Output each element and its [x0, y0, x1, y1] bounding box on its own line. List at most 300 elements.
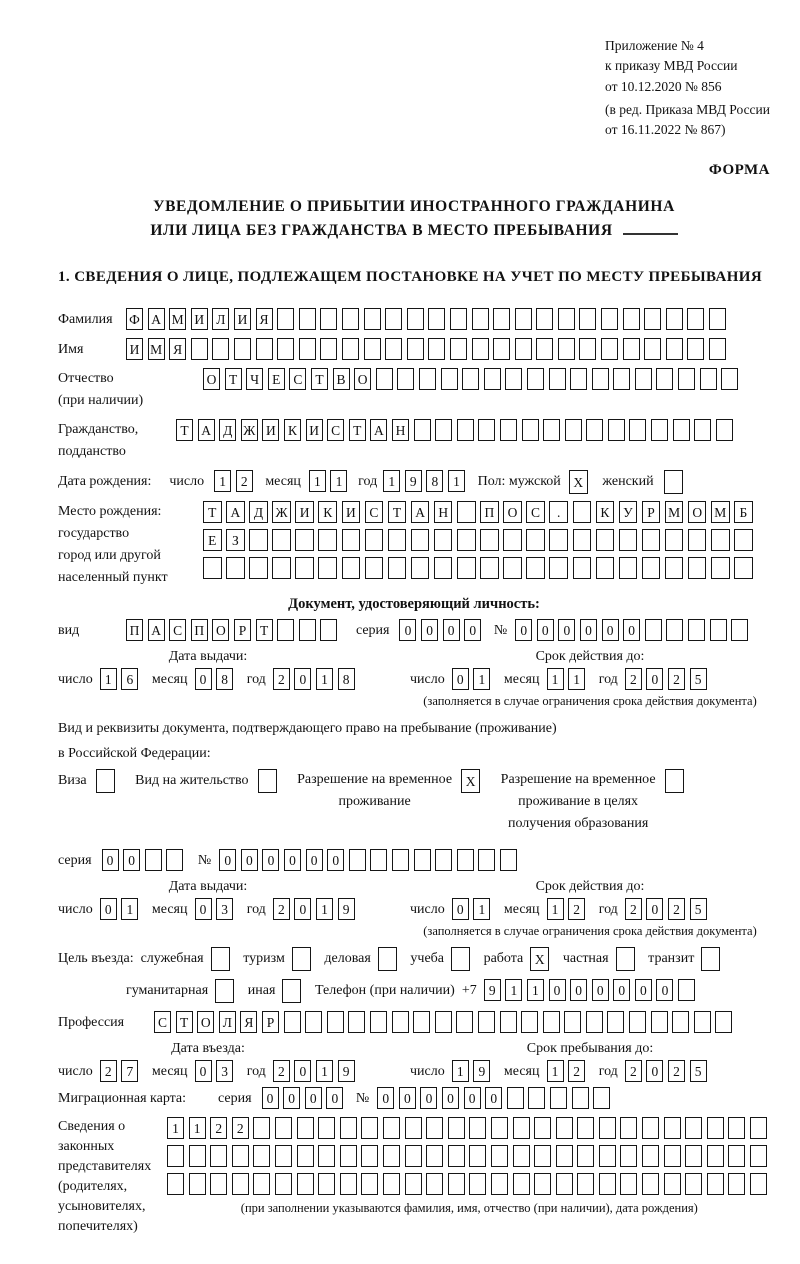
- section1-heading: 1. СВЕДЕНИЯ О ЛИЦЕ, ПОДЛЕЖАЩЕМ ПОСТАНОВКЕ НА УЧЕТ ПО МЕСТУ ПРЕБЫВАНИЯ: [58, 269, 763, 286]
- form-cell: [277, 619, 294, 641]
- form-cell: [318, 529, 337, 551]
- form-cell: 0: [452, 668, 469, 690]
- residence-issue-month-cells: [195, 898, 238, 920]
- form-cell: [457, 557, 476, 579]
- purpose-private-checkbox: [616, 947, 640, 971]
- form-cell: 9: [405, 470, 422, 492]
- form-cell: [457, 529, 476, 551]
- form-cell: [434, 557, 453, 579]
- form-cell: Н: [392, 419, 409, 441]
- birth-date-label: Дата рождения:: [58, 474, 152, 490]
- form-cell: [411, 529, 430, 551]
- form-cell: [318, 1145, 335, 1167]
- identity-doc-row: [58, 619, 770, 642]
- form-cell: 0: [305, 1087, 322, 1109]
- form-cell: [503, 529, 522, 551]
- entry-date-group: [58, 1041, 410, 1083]
- form-cell: 3: [216, 898, 233, 920]
- form-cell: А: [198, 419, 215, 441]
- form-cell: [536, 308, 553, 330]
- citizenship-cells: [176, 419, 737, 441]
- form-cell: [364, 308, 381, 330]
- form-cell: М: [148, 338, 165, 360]
- purpose-tourism-checkbox: [292, 947, 316, 971]
- form-cell: 1: [316, 898, 333, 920]
- issue-month-label: месяц: [151, 672, 188, 688]
- stay-day-cells: [452, 1060, 495, 1082]
- form-cell: [573, 529, 592, 551]
- migration-card-label: Миграционная карта:: [58, 1091, 187, 1107]
- form-cell: [295, 557, 314, 579]
- doc-type-cells: [126, 619, 342, 641]
- form-cell: [534, 1145, 551, 1167]
- stay-year-cells: [625, 1060, 711, 1082]
- form-cell: 2: [625, 1060, 642, 1082]
- form-cell: [277, 308, 294, 330]
- form-cell: 8: [338, 668, 355, 690]
- residence-issue-month-label: месяц: [151, 902, 188, 918]
- entry-date-title: Дата въезда:: [171, 1041, 245, 1057]
- form-cell: [592, 368, 609, 390]
- purpose-transit-label: транзит: [648, 951, 695, 967]
- form-cell: 0: [284, 849, 301, 871]
- form-cell: [457, 419, 474, 441]
- stay-month-label: месяц: [503, 1064, 540, 1080]
- form-cell: [534, 1117, 551, 1139]
- form-cell: [505, 368, 522, 390]
- form-cell: [472, 308, 489, 330]
- form-cell: [607, 1011, 624, 1033]
- form-cell: [435, 1011, 452, 1033]
- form-cell: [414, 849, 431, 871]
- form-cell: 8: [216, 668, 233, 690]
- form-cell: [688, 529, 707, 551]
- form-cell: [327, 1011, 344, 1033]
- form-cell: [348, 1011, 365, 1033]
- form-cell: [694, 419, 711, 441]
- residence-issue-day-cells: [100, 898, 143, 920]
- citizenship-label: Гражданство, подданство: [58, 422, 139, 460]
- residence-expiry-year-cells: [625, 898, 711, 920]
- form-cell: [249, 557, 268, 579]
- form-cell: [666, 308, 683, 330]
- form-cell: [361, 1173, 378, 1195]
- purpose-other-label: иная: [247, 983, 276, 999]
- expiry-day-label: число: [410, 672, 445, 688]
- form-cell: [707, 1173, 724, 1195]
- legal-representatives-row1: [167, 1117, 772, 1139]
- form-cell: [543, 419, 560, 441]
- form-cell: [342, 338, 359, 360]
- form-cell: [388, 557, 407, 579]
- purpose-other-checkbox: [282, 979, 306, 1003]
- form-cell: [500, 419, 517, 441]
- residence-number-label: №: [197, 853, 212, 869]
- form-cell: [392, 1011, 409, 1033]
- form-cell: 1: [316, 1060, 333, 1082]
- form-cell: 0: [283, 1087, 300, 1109]
- form-cell: Т: [388, 501, 407, 523]
- residence-expiry-month-cells: [547, 898, 590, 920]
- form-cell: [716, 419, 733, 441]
- residence-issue-year-cells: [273, 898, 359, 920]
- revision-line: (в ред. Приказа МВД России: [605, 101, 770, 117]
- form-cell: К: [596, 501, 615, 523]
- form-cell: Б: [734, 501, 753, 523]
- form-cell: 1: [316, 668, 333, 690]
- form-cell: 0: [558, 619, 575, 641]
- form-cell: 1: [121, 898, 138, 920]
- form-cell: [253, 1145, 270, 1167]
- form-cell: [435, 419, 452, 441]
- form-cell: Т: [176, 1011, 193, 1033]
- form-cell: 6: [121, 668, 138, 690]
- purpose-study-label: учеба: [410, 951, 444, 967]
- form-cell: [536, 338, 553, 360]
- form-cell: [513, 1145, 530, 1167]
- form-cell: И: [342, 501, 361, 523]
- form-cell: [528, 1087, 545, 1109]
- form-cell: [405, 1117, 422, 1139]
- form-cell: [426, 1145, 443, 1167]
- purpose-official-checkbox: [211, 947, 235, 971]
- form-cell: [750, 1145, 767, 1167]
- form-cell: 0: [635, 979, 652, 1001]
- form-cell: 0: [452, 898, 469, 920]
- form-cell: А: [148, 619, 165, 641]
- form-cell: [318, 1173, 335, 1195]
- purpose-humanitarian-checkbox: [215, 979, 239, 1003]
- form-cell: [397, 368, 414, 390]
- form-cell: П: [191, 619, 208, 641]
- form-cell: [565, 419, 582, 441]
- form-cell: 1: [214, 470, 231, 492]
- legal-representatives-row3: [167, 1173, 772, 1195]
- form-cell: [215, 979, 234, 1003]
- form-cell: [707, 1117, 724, 1139]
- form-cell: [687, 308, 704, 330]
- form-cell: 1: [547, 898, 564, 920]
- form-cell: X: [569, 470, 588, 494]
- form-cell: [299, 619, 316, 641]
- phone-prefix: +7: [461, 983, 477, 999]
- form-cell: [564, 1011, 581, 1033]
- form-cell: [619, 529, 638, 551]
- form-cell: З: [226, 529, 245, 551]
- form-cell: 1: [167, 1117, 184, 1139]
- form-cell: [383, 1173, 400, 1195]
- form-cell: 1: [100, 668, 117, 690]
- form-cell: С: [289, 368, 306, 390]
- form-cell: 0: [613, 979, 630, 1001]
- form-cell: [210, 1173, 227, 1195]
- form-cell: 1: [309, 470, 326, 492]
- purpose-work-label: работа: [483, 951, 524, 967]
- form-cell: [96, 769, 115, 793]
- birth-day-label: число: [169, 474, 205, 490]
- entry-month-label: месяц: [151, 1064, 188, 1080]
- form-cell: М: [169, 308, 186, 330]
- form-cell: 0: [464, 1087, 481, 1109]
- form-cell: [577, 1117, 594, 1139]
- form-cell: 0: [646, 1060, 663, 1082]
- form-cell: [715, 1011, 732, 1033]
- issue-day-label: число: [58, 672, 93, 688]
- form-cell: [710, 619, 727, 641]
- edu-permit-checkbox: [665, 769, 689, 793]
- form-cell: [599, 1145, 616, 1167]
- form-cell: [299, 338, 316, 360]
- form-cell: 0: [123, 849, 140, 871]
- form-cell: [688, 619, 705, 641]
- surname-row: [58, 308, 770, 331]
- phone-cells: [484, 979, 700, 1001]
- form-cell: [694, 1011, 711, 1033]
- legal-representatives-label: Сведения о законных представителях (родителях, усыновителях, попечителях): [58, 1119, 152, 1235]
- residence-permit-label: Вид на жительство: [135, 773, 249, 789]
- purpose-business-checkbox: [378, 947, 402, 971]
- residence-expiry-note: (заполняется в случае ограничения срока действия документа): [423, 924, 757, 939]
- form-cell: [451, 947, 470, 971]
- patronymic-label: Отчество (при наличии): [58, 371, 144, 409]
- form-cell: [711, 557, 730, 579]
- form-cell: Я: [256, 308, 273, 330]
- form-cell: Р: [642, 501, 661, 523]
- form-cell: Т: [349, 419, 366, 441]
- doc-type-label: вид: [58, 623, 80, 639]
- form-cell: 0: [195, 668, 212, 690]
- form-cell: 0: [195, 898, 212, 920]
- form-cell: [383, 1145, 400, 1167]
- form-cell: X: [461, 769, 480, 793]
- form-cell: [441, 368, 458, 390]
- birth-month-label: месяц: [265, 474, 301, 490]
- legal-representatives-block: [58, 1117, 770, 1237]
- form-cell: И: [295, 501, 314, 523]
- patronymic-cells: [203, 368, 743, 390]
- form-cell: С: [154, 1011, 171, 1033]
- purpose-official-label: служебная: [140, 951, 204, 967]
- entry-year-label: год: [246, 1064, 266, 1080]
- form-cell: 1: [547, 1060, 564, 1082]
- form-cell: [407, 308, 424, 330]
- residence-expiry-day-label: число: [410, 902, 445, 918]
- stay-until-title: Срок пребывания до:: [526, 1041, 654, 1057]
- doc-series-label: серия: [355, 623, 390, 639]
- form-cell: [711, 529, 730, 551]
- expiry-year-cells: [625, 668, 711, 690]
- birth-place-row1: [203, 501, 757, 523]
- form-cell: [189, 1145, 206, 1167]
- form-cell: 3: [216, 1060, 233, 1082]
- form-cell: Ж: [241, 419, 258, 441]
- form-cell: [480, 529, 499, 551]
- form-cell: 0: [294, 668, 311, 690]
- form-cell: 0: [326, 1087, 343, 1109]
- form-cell: 0: [399, 1087, 416, 1109]
- form-cell: [318, 1117, 335, 1139]
- residence-doc-dates: [58, 879, 770, 939]
- form-cell: [503, 557, 522, 579]
- form-cell: .: [549, 501, 568, 523]
- form-cell: [596, 529, 615, 551]
- form-cell: [731, 619, 748, 641]
- residence-expiry-title: Срок действия до:: [535, 879, 645, 895]
- form-cell: 0: [646, 898, 663, 920]
- birth-place-label: Место рождения: государство город или другой населенный пункт: [58, 504, 168, 586]
- appendix-line: от 10.12.2020 № 856: [605, 78, 722, 94]
- form-cell: [664, 1145, 681, 1167]
- form-cell: 0: [294, 1060, 311, 1082]
- form-cell: [383, 1117, 400, 1139]
- residence-permit-checkbox: [258, 769, 282, 793]
- form-cell: [515, 308, 532, 330]
- firstname-label: Имя: [58, 342, 84, 358]
- form-cell: [272, 529, 291, 551]
- form-cell: Т: [311, 368, 328, 390]
- form-cell: [685, 1145, 702, 1167]
- form-cell: 8: [426, 470, 443, 492]
- form-cell: [577, 1173, 594, 1195]
- form-cell: 2: [668, 668, 685, 690]
- form-cell: [167, 1145, 184, 1167]
- identity-expiry-group: [410, 649, 770, 709]
- form-cell: Д: [249, 501, 268, 523]
- sex-female-label: женский: [602, 474, 654, 490]
- form-cell: [318, 557, 337, 579]
- form-cell: 2: [210, 1117, 227, 1139]
- form-cell: [493, 308, 510, 330]
- form-cell: [295, 529, 314, 551]
- form-cell: [226, 557, 245, 579]
- residence-expiry-day-cells: [452, 898, 495, 920]
- form-cell: С: [365, 501, 384, 523]
- firstname-cells: [126, 338, 731, 360]
- form-cell: [521, 1011, 538, 1033]
- form-cell: [513, 1117, 530, 1139]
- form-cell: [558, 308, 575, 330]
- form-cell: [392, 849, 409, 871]
- form-cell: [491, 1173, 508, 1195]
- form-cell: 0: [377, 1087, 394, 1109]
- form-cell: [527, 368, 544, 390]
- expiry-year-label: год: [598, 672, 618, 688]
- form-cell: [277, 338, 294, 360]
- residence-doc-intro2: в Российской Федерации:: [58, 746, 211, 762]
- form-cell: [275, 1173, 292, 1195]
- temp-permit-label: Разрешение на временное проживание: [297, 772, 453, 810]
- form-title-line1: УВЕДОМЛЕНИЕ О ПРИБЫТИИ ИНОСТРАННОГО ГРАЖДАНИНА: [153, 198, 675, 216]
- form-cell: 0: [485, 1087, 502, 1109]
- visa-checkbox: [96, 769, 120, 793]
- form-cell: И: [306, 419, 323, 441]
- form-cell: [619, 557, 638, 579]
- form-cell: [645, 619, 662, 641]
- residence-series-label: серия: [58, 853, 92, 869]
- form-cell: [577, 1145, 594, 1167]
- visit-purpose-row1: [58, 947, 770, 971]
- form-cell: 0: [399, 619, 416, 641]
- form-cell: 0: [592, 979, 609, 1001]
- form-cell: К: [284, 419, 301, 441]
- form-cell: 1: [452, 1060, 469, 1082]
- entry-day-cells: [100, 1060, 143, 1082]
- form-cell: [457, 849, 474, 871]
- birth-day-cells: [214, 470, 257, 492]
- birth-place-row2: [203, 529, 757, 551]
- appendix-line: к приказу МВД России: [605, 58, 738, 74]
- form-cell: [601, 338, 618, 360]
- form-cell: [275, 1145, 292, 1167]
- form-cell: 0: [602, 619, 619, 641]
- form-cell: [457, 501, 476, 523]
- form-cell: Р: [234, 619, 251, 641]
- sex-female-checkbox: [664, 470, 688, 494]
- form-cell: 0: [102, 849, 119, 871]
- form-cell: [414, 419, 431, 441]
- stay-day-label: число: [410, 1064, 445, 1080]
- form-cell: [491, 1145, 508, 1167]
- form-cell: [405, 1145, 422, 1167]
- entry-month-cells: [195, 1060, 238, 1082]
- revision-line: от 16.11.2022 № 867): [605, 122, 726, 137]
- form-label: ФОРМА: [708, 162, 770, 179]
- identity-doc-heading: Документ, удостоверяющий личность:: [288, 596, 540, 613]
- form-cell: [340, 1117, 357, 1139]
- edu-permit-label: Разрешение на временное проживание в целях получения образования: [500, 772, 656, 832]
- form-cell: [623, 308, 640, 330]
- form-cell: 0: [646, 668, 663, 690]
- form-cell: [672, 1011, 689, 1033]
- visa-label: Виза: [58, 773, 87, 789]
- form-cell: 9: [473, 1060, 490, 1082]
- patronymic-row: [58, 368, 770, 412]
- form-cell: 1: [330, 470, 347, 492]
- form-cell: [472, 338, 489, 360]
- residence-issue-group: [58, 879, 410, 939]
- form-cell: [685, 1173, 702, 1195]
- form-cell: [608, 419, 625, 441]
- form-cell: 9: [484, 979, 501, 1001]
- form-cell: [256, 338, 273, 360]
- form-cell: 5: [690, 668, 707, 690]
- form-cell: [550, 1087, 567, 1109]
- residence-issue-year-label: год: [246, 902, 266, 918]
- form-cell: [707, 1145, 724, 1167]
- form-cell: [370, 849, 387, 871]
- form-cell: [469, 1117, 486, 1139]
- form-cell: [688, 557, 707, 579]
- form-cell: [478, 1011, 495, 1033]
- form-cell: [212, 338, 229, 360]
- form-cell: 0: [262, 849, 279, 871]
- form-cell: [448, 1173, 465, 1195]
- form-cell: [642, 1173, 659, 1195]
- form-cell: [349, 849, 366, 871]
- form-cell: [411, 557, 430, 579]
- form-cell: [297, 1145, 314, 1167]
- profession-row: [58, 1011, 770, 1034]
- birth-year-cells: [383, 470, 469, 492]
- form-cell: [480, 557, 499, 579]
- form-cell: [664, 1117, 681, 1139]
- form-cell: Т: [203, 501, 222, 523]
- form-cell: Ч: [246, 368, 263, 390]
- form-cell: [709, 338, 726, 360]
- form-cell: [211, 947, 230, 971]
- form-cell: 9: [338, 1060, 355, 1082]
- form-cell: 2: [668, 1060, 685, 1082]
